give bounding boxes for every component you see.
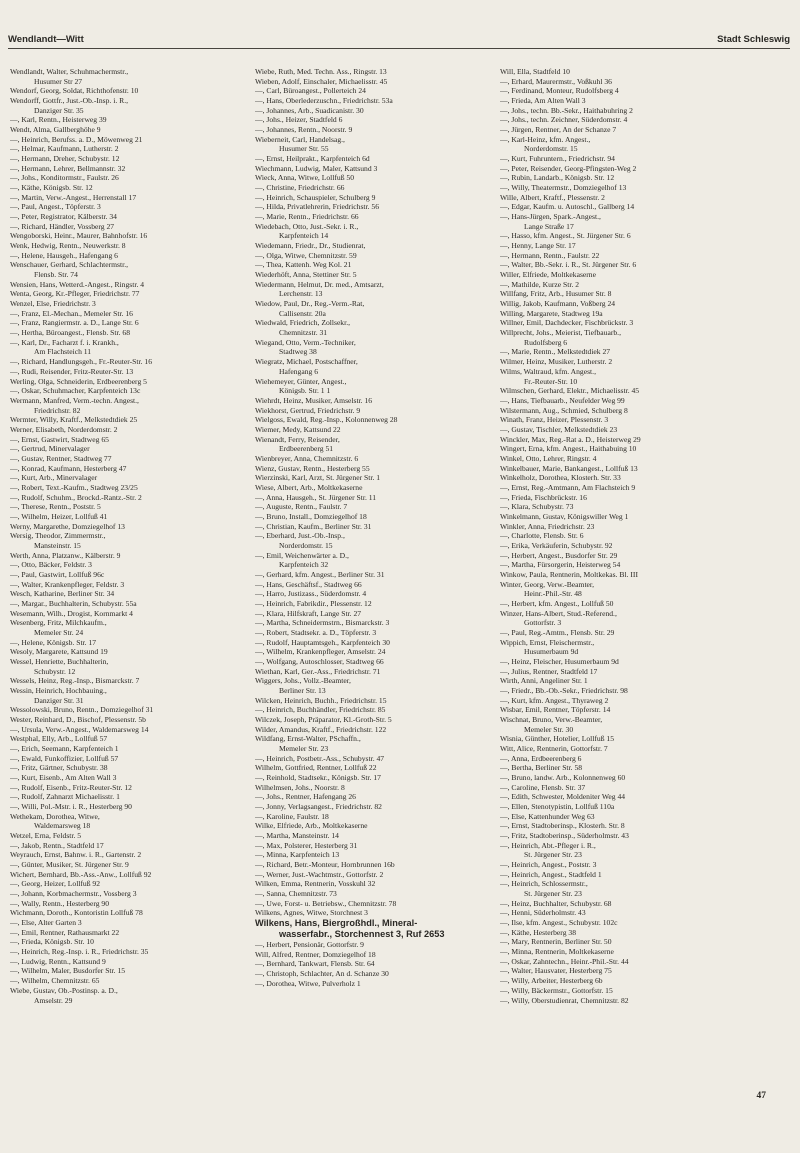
directory-entry-line: —, Ferdinand, Monteur, Rudolfsberg 4 [500, 86, 619, 96]
directory-entry-line: —, Herbert, Pensionär, Gottorfstr. 9 [255, 940, 364, 950]
directory-entry-line: Wischnat, Bruno, Verw.-Beamter, [500, 715, 603, 725]
directory-entry-line: Wilhelm, Gottfried, Rentner, Lollfuß 22 [255, 763, 377, 773]
directory-entry-line: —, Helene, Hausgeh., Hafengang 6 [10, 250, 118, 260]
directory-entry-line: —, Heinrich, Buchhändler, Friedrichstr. 85 [255, 705, 386, 715]
directory-entry-line: Wilms, Waltraud, kfm. Angest., [500, 366, 596, 376]
directory-entry-line: Wendlandt, Walter, Schuhmachermstr., [10, 67, 129, 76]
directory-entry-line: —, Karl-Heinz, kfm. Angest., [500, 134, 591, 144]
directory-entry-line: —, Reinhold, Stadtsekr., Königsb. Str. 17 [255, 773, 381, 783]
directory-entry-line: Callisenstr. 20a [279, 308, 326, 318]
directory-entry-line: Amselstr. 29 [34, 995, 73, 1005]
directory-entry-line: Wiedemann, Friedr., Dr., Studienrat, [255, 241, 366, 251]
directory-entry-line: —, Ernst, Gastwirt, Stadtweg 65 [10, 434, 109, 444]
directory-entry-line: Winzer, Hans-Albert, Stud.-Referend., [500, 608, 617, 618]
directory-entry-line: —, Klara, Schubystr. 73 [500, 502, 574, 512]
directory-entry-line: Wilmschen, Gerhard, Elektr., Michaelisstr. 45 [500, 386, 640, 396]
directory-entry-line: —, Rudolf, Schuhm., Brockd.-Rantz.-Str. 2 [10, 492, 142, 502]
directory-entry-line: Fr.-Reuter-Str. 10 [524, 376, 578, 386]
directory-entry-line: Wersig, Theodor, Zimmermstr., [10, 531, 106, 541]
directory-entry-line: Memeler Str. 24 [34, 627, 84, 637]
directory-entry-line: wasserfabr., Storchennest 3, Ruf 2653 [279, 929, 445, 940]
directory-entry-line: —, Hertha, Büroangest., Flensb. Str. 68 [10, 328, 131, 338]
directory-entry-line: —, Wilhelm, Krankenpfleger, Amselstr. 24 [255, 647, 386, 657]
directory-entry-line: Wessel, Henriette, Buchhalterin, [10, 656, 109, 666]
directory-entry-line: Wiemer, Medy, Kattsund 22 [255, 424, 341, 434]
directory-entry-line: —, Hans, Tiefbauarb., Neufelder Weg 99 [500, 395, 625, 405]
column-2 [255, 67, 499, 988]
directory-entry-line: Wenschauer, Gerhard, Schlachtermstr., [10, 260, 129, 270]
directory-entry-line: Werling, Olga, Schneiderin, Erdbeerenberg 5 [10, 376, 147, 386]
directory-entry-line: Waldemarsweg 18 [34, 821, 91, 831]
directory-entry-line: —, Erhard, Maurermstr., Voßkuhl 36 [500, 76, 612, 86]
directory-entry-line: —, Walter, Bb.-Sekr. i. R., St. Jürgener Str. 6 [500, 260, 637, 270]
directory-entry-line: —, Eberhard, Just.-Ob.-Insp., [255, 531, 345, 541]
directory-entry-line: Willing, Margarete, Stadtweg 19a [500, 308, 603, 318]
directory-entry-line: —, Ewald, Funkoffizier, Lollfuß 57 [10, 753, 119, 763]
directory-entry-line: —, Otto, Bäcker, Feldstr. 3 [10, 560, 92, 570]
directory-entry-line: —, Willy, Oberstudienrat, Chemnitzstr. 82 [500, 995, 629, 1005]
directory-entry-line: Wilhelmsen, Johs., Noorstr. 8 [255, 782, 345, 792]
directory-entry-line: Wiggers, Johs., Vollz.-Beamter, [255, 676, 351, 686]
directory-entry-line: —, Heinrich, Schlossermstr., [500, 879, 588, 889]
directory-entry-line: —, Charlotte, Flensb. Str. 6 [500, 531, 584, 541]
directory-entry-line: —, Carl, Büroangest., Pollerteich 24 [255, 86, 366, 96]
directory-entry-line: —, Rudolf, Zahnarzt Michaelisstr. 1 [10, 792, 120, 802]
directory-entry-line: Will, Alfred, Rentner, Domziegelhof 18 [255, 949, 376, 959]
directory-entry-line: —, Oskar, Schuhmacher, Karpfenteich 13c [10, 386, 141, 396]
directory-entry-line: —, Jürgen, Rentner, An der Schanze 7 [500, 125, 617, 135]
directory-entry-line: Wienandt, Ferry, Reisender, [255, 434, 340, 444]
directory-entry-line: Wilcken, Heinrich, Buchh., Friedrichstr. 15 [255, 695, 387, 705]
directory-entry-line: Wendorff, Gottfr., Just.-Ob.-Insp. i. R., [10, 96, 128, 106]
directory-entry-line: —, Ernst, Reg.-Amtmann, Am Flachsteich 9 [500, 482, 636, 492]
directory-entry-line: —, Gerhard, kfm. Angest., Berliner Str. 31 [255, 569, 385, 579]
directory-entry-line: —, Marie, Rentn., Melkstedtdiek 27 [500, 347, 611, 357]
directory-entry-line: —, Edith, Schwester, Moldeniter Weg 44 [500, 792, 626, 802]
directory-entry-line: Wichmann, Doroth., Kontoristin Lollfuß 78 [10, 908, 143, 918]
directory-entry-line: —, Hermann, Lehrer, Bellmannstr. 32 [10, 163, 126, 173]
directory-entry-line: Wilkens, Agnes, Witwe, Storchnest 3 [255, 908, 368, 918]
directory-entry-line: Wiedow, Paul, Dr., Reg.-Verm.-Rat, [255, 299, 365, 309]
directory-entry-line: Mansteinstr. 15 [34, 540, 81, 550]
directory-entry-line: Willner, Emil, Dachdecker, Fischbrückstr. 3 [500, 318, 634, 328]
directory-entry-line: Werny, Margarethe, Domziegelhof 13 [10, 521, 125, 531]
directory-entry-line: Wenk, Hedwig, Rentn., Neuwerkstr. 8 [10, 241, 126, 251]
directory-entry-line: —, Willy, Theatermstr., Domziegelhof 13 [500, 183, 627, 193]
directory-entry-line: Wessels, Heinz, Reg.-Insp., Bismarckstr. 7 [10, 676, 140, 686]
directory-entry-line: St. Jürgener Str. 23 [524, 889, 582, 899]
directory-entry-line: —, Karl, Dr., Facharzt f. i. Krankh., [10, 337, 119, 347]
directory-entry-line: Wingert, Erna, kfm. Angest., Haithabuing 10 [500, 444, 637, 454]
directory-entry-line: Hafengang 6 [279, 366, 319, 376]
directory-entry-line: —, Frieda, Königsb. Str. 10 [10, 937, 94, 947]
directory-entry-line: —, Gertrud, Minervalager [10, 444, 90, 454]
directory-entry-line: Danziger Str. 31 [34, 695, 84, 705]
directory-entry-line: —, Paul, Angest., Töpferstr. 3 [10, 202, 101, 212]
directory-entry-line: —, Walter, Hausvater, Hesterberg 75 [500, 966, 612, 976]
directory-entry-line: Wiedwald, Friedrich, Zollsekr., [255, 318, 351, 328]
directory-entry-line: —, Anna, Hausgeh., St. Jürgener Str. 11 [255, 492, 377, 502]
directory-entry-line: —, Ernst, Stadtoberinsp., Klosterh. Str. 8 [500, 821, 625, 831]
directory-entry-line: —, Kurt, Fuhruntern., Friedrichstr. 94 [500, 154, 615, 164]
directory-entry-line: Wilke, Elfriede, Arb., Moltkekaserne [255, 821, 368, 831]
directory-entry-line: —, Robert, Stadtsekr. a. D., Töpferstr. 3 [255, 627, 377, 637]
directory-entry-line: —, Marie, Rentn., Friedrichstr. 66 [255, 212, 359, 222]
directory-entry-line: —, Jonny, Verlagsangest., Friedrichstr. 82 [255, 802, 382, 812]
directory-entry-line: Winckler, Max, Reg.-Rat a. D., Heisterweg 29 [500, 434, 641, 444]
directory-entry-line: Wienz, Gustav, Rentn., Hesterberg 55 [255, 463, 370, 473]
directory-entry-line: Wille, Albert, Kraftf., Plessenstr. 2 [500, 192, 605, 202]
directory-entry-line: —, Frieda, Am Alten Wall 3 [500, 96, 586, 106]
directory-entry-line: —, Edgar, Kaufm. u. Autoschl., Gallberg 14 [500, 202, 635, 212]
directory-entry-line: —, Christine, Friedrichstr. 66 [255, 183, 345, 193]
directory-entry-line: —, Johannes, Rentn., Noorstr. 9 [255, 125, 353, 135]
directory-entry-line: —, Ludwig, Rentn., Kattsund 9 [10, 956, 106, 966]
directory-entry-line: Gottorfstr. 3 [524, 618, 562, 628]
directory-entry-line: Wiebe, Gustav, Ob.-Postinsp. a. D., [10, 985, 118, 995]
directory-entry-line: —, Hans, Oberlederzuschn., Friedrichstr. 53a [255, 96, 393, 106]
directory-entry-line: —, Bruno, landw. Arb., Kolonnenweg 60 [500, 773, 626, 783]
directory-entry-line: —, Gustav, Rentner, Stadtweg 77 [10, 453, 112, 463]
directory-entry-line: Wetzel, Erna, Feldstr. 5 [10, 831, 82, 841]
directory-entry-line: Husumer Str 27 [34, 76, 83, 86]
directory-entry-line: Wenta, Georg, Kr.-Pfleger, Friedrichstr. 77 [10, 289, 140, 299]
directory-entry-line: —, Julius, Rentner, Stadtfeld 17 [500, 666, 598, 676]
directory-entry-line: —, Max, Polsterer, Hesterberg 31 [255, 840, 358, 850]
directory-entry-line: —, Heinrich, Angest., Stadtfeld 1 [500, 869, 602, 879]
directory-entry-line: —, Margar., Buchhalterin, Schubystr. 55a [10, 598, 137, 608]
directory-entry-line: Werner, Elisabeth, Norderdomstr. 2 [10, 424, 118, 434]
directory-entry-line: Karpfenteich 14 [279, 231, 329, 241]
directory-entry-line: —, Minna, Rentnerin, Moltkekaserne [500, 947, 614, 957]
directory-entry-line: Winter, Georg, Verw.-Beamter, [500, 579, 595, 589]
directory-entry-line: Witt, Alice, Rentnerin, Gottorfstr. 7 [500, 744, 608, 754]
directory-entry-line: Berliner Str. 13 [279, 686, 326, 695]
directory-entry-line: —, Kurt, kfm. Angest., Thyraweg 2 [500, 695, 609, 705]
directory-entry-line: —, Christoph, Schlachter, An d. Schanze 30 [255, 969, 389, 979]
directory-entry-line: Wiegratz, Michael, Postschaffner, [255, 357, 358, 367]
directory-entry-line: —, Martha, Mansteinstr. 14 [255, 831, 339, 841]
directory-entry-line: —, Martin, Verw.-Angest., Herrenstall 17 [10, 192, 137, 202]
directory-entry-line: Wiederhöft, Anna, Stettiner Str. 5 [255, 270, 357, 280]
directory-entry-line: Wesemann, Wilh., Drogist, Kornmarkt 4 [10, 608, 133, 618]
directory-entry-line: —, Harro, Justizass., Süderdomstr. 4 [255, 589, 367, 599]
directory-entry-line: Memeler Str. 30 [524, 724, 574, 734]
directory-entry-line: —, Johannes, Arb., Suadicanistr. 30 [255, 105, 364, 115]
directory-entry-line: —, Johann, Korbmachermstr., Vossberg 3 [10, 889, 137, 899]
directory-entry-line: —, Herbert, Angest., Busdorfer Str. 29 [500, 550, 618, 560]
directory-entry-line: —, Hans, Geschäftsf., Stadtweg 66 [255, 579, 362, 589]
directory-entry-line: —, Fritz, Stadtoberinsp., Süderholmstr. 43 [500, 831, 629, 841]
directory-entry-line: —, Frieda, Fischbrückstr. 16 [500, 492, 587, 502]
directory-entry-line: —, Heinrich, Berufss. a. D., Möwenweg 21 [10, 134, 143, 144]
directory-entry-line: Wiese, Albert, Arb., Moltkekaserne [255, 482, 363, 492]
directory-entry-line: —, Bertha, Berliner Str. 58 [500, 763, 583, 773]
directory-entry-line: —, Heinrich, Abt.-Pfleger i. R., [500, 840, 596, 850]
directory-entry-line: Wieben, Adolf, Einschaler, Michaelisstr. 45 [255, 76, 388, 86]
directory-entry-line: Lange Straße 17 [524, 221, 574, 231]
directory-entry-line: Winath, Franz, Heizer, Plessenstr. 3 [500, 415, 609, 425]
directory-entry-line: —, Minna, Karpfenteich 13 [255, 850, 340, 860]
directory-entry-line: —, Rudolf, Hauptamtsgeh., Karpfenteich 30 [255, 637, 390, 647]
directory-entry-line: Wilstermann, Aug., Schmied, Schulberg 8 [500, 405, 628, 415]
directory-entry-line: —, Käthe, Königsb. Str. 12 [10, 183, 93, 193]
directory-entry-line: Wielgoss, Ewald, Reg.-Insp., Kolonnenweg 28 [255, 415, 398, 425]
directory-entry-line: Will, Ella, Stadtfeld 10 [500, 67, 570, 76]
directory-entry-line: Königsb. Str. 1 1 [279, 386, 331, 396]
directory-entry-line: —, Heinrich, Postbetr.-Ass., Schubystr. 47 [255, 753, 385, 763]
directory-entry-line: —, Werner, Just.-Wachtmstr., Gottorfstr. 2 [255, 869, 384, 879]
directory-entry-line: —, Thea, Kattenh. Weg Kol. 21 [255, 260, 352, 270]
directory-entry-line: Norderdomstr. 15 [279, 540, 333, 550]
directory-entry-line: Wiehrdt, Heinz, Musiker, Amselstr. 16 [255, 395, 373, 405]
directory-entry-line: —, Emil, Rentner, Rathausmarkt 22 [10, 927, 120, 937]
directory-entry-line: —, Johs., Konditormstr., Faulstr. 26 [10, 173, 119, 183]
directory-entry-line: —, Emil, Weichenwärter a. D., [255, 550, 349, 560]
directory-entry-line: —, Fritz, Gärtner, Schubystr. 38 [10, 763, 108, 773]
directory-entry-line: Erdbeerenberg 51 [279, 444, 334, 454]
directory-entry-line: Wiedebach, Otto, Just.-Sekr. i. R., [255, 221, 359, 231]
directory-entry-line: Wendorf, Georg, Soldat, Richthofenstr. 10 [10, 86, 139, 96]
directory-entry-line: Wierzinski, Karl, Arzt, St. Jürgener Str. 1 [255, 473, 381, 483]
directory-entry-line: —, Ursula, Verw.-Angest., Waldemarsweg 14 [10, 724, 149, 734]
directory-entry-line: Winkow, Paula, Rentnerin, Moltkekas. Bl. III [500, 569, 638, 579]
directory-entry-line: —, Konrad, Kaufmann, Hesterberg 47 [10, 463, 127, 473]
directory-entry-line: —, Günter, Musiker, St. Jürgener Str. 9 [10, 860, 129, 870]
directory-entry-line: Winkelholz, Dorothea, Klosterh. Str. 33 [500, 473, 621, 483]
directory-entry-line: —, Johs., techn. Bb.-Sekr., Haithabuhring 2 [500, 105, 633, 115]
directory-entry-line: —, Bruno, Install., Domziegelhof 18 [255, 511, 367, 521]
directory-entry-line: Stadtweg 38 [279, 347, 317, 357]
directory-entry-line: —, Erich, Seemann, Karpfenteich 1 [10, 744, 119, 754]
directory-entry-line: Friedrichstr. 82 [34, 405, 81, 415]
directory-entry-line: Wilmer, Heinz, Musiker, Lutherstr. 2 [500, 357, 613, 367]
column-3 [500, 67, 792, 1005]
directory-entry-line: Wiekhorst, Gertrud, Friedrichstr. 9 [255, 405, 361, 415]
directory-entry-line: Flensb. Str. 74 [34, 270, 78, 280]
directory-entry-line: —, Heinrich, Angest., Poststr. 3 [500, 860, 597, 870]
directory-entry-line: —, Paul, Reg.-Amtm., Flensb. Str. 29 [500, 627, 615, 637]
directory-entry-line: Wessin, Heinrich, Hochbauing., [10, 686, 107, 695]
directory-entry-line: Wendt, Alma, Gallberghöhe 9 [10, 125, 101, 135]
directory-entry-line: Wienbreyer, Anna, Chemnitzstr. 6 [255, 453, 359, 463]
directory-entry-line: —, Heinz, Fleischer, Husumerbaum 9d [500, 656, 619, 666]
directory-entry-line: —, Else, Alter Garten 3 [10, 918, 82, 928]
directory-entry-line: —, Georg, Heizer, Lollfuß 92 [10, 879, 101, 889]
directory-entry-line: —, Heinrich, Reg.-Insp. i. R., Friedrichstr. 35 [10, 947, 149, 957]
directory-entry-line: Wesoly, Margarete, Kattsund 19 [10, 647, 108, 657]
directory-entry-line: —, Karoline, Faulstr. 18 [255, 811, 329, 821]
directory-entry-line: —, Richard, Händler, Vossberg 27 [10, 221, 115, 231]
directory-entry-line: —, Dorothea, Witwe, Pulverholz 1 [255, 978, 361, 988]
directory-entry-line: Willig, Jakob, Kaufmann, Voßberg 24 [500, 299, 616, 309]
directory-entry-line: —, Martha, Fürsorgerin, Heisterweg 54 [500, 560, 621, 570]
directory-entry-line: —, Heinrich, Schauspieler, Schulberg 9 [255, 192, 376, 202]
directory-entry-line: —, Caroline, Flensb. Str. 37 [500, 782, 586, 792]
directory-entry-line: Wiehemeyer, Günter, Angest., [255, 376, 347, 386]
directory-entry-line: Wethekam, Dorothea, Witwe, [10, 811, 100, 821]
directory-entry-line: Wilczek, Joseph, Präparator, Kl.-Groth-Str. 5 [255, 715, 392, 725]
directory-entry-line: Danziger Str. 35 [34, 105, 84, 115]
directory-entry-line: —, Christian, Kaufm., Berliner Str. 31 [255, 521, 372, 531]
directory-entry-line: Wirth, Anni, Angeliner Str. 1 [500, 676, 588, 686]
running-head-city: Stadt Schleswig [717, 34, 790, 45]
directory-entry-line: —, Rubin, Landarb., Königsb. Str. 12 [500, 173, 615, 183]
directory-entry-line: Wippich, Ernst, Fleischermstr., [500, 637, 595, 647]
directory-entry-line: Am Flachsteich 11 [34, 347, 92, 357]
directory-entry-line: —, Gustav, Tischler, Melkstedtdiek 23 [500, 424, 618, 434]
directory-entry-line: —, Walter, Krankenpfleger, Feldstr. 3 [10, 579, 125, 589]
directory-entry-line: Karpfenteich 32 [279, 560, 329, 570]
directory-entry-line: Winkler, Anna, Friedrichstr. 23 [500, 521, 595, 531]
directory-entry-line: Werth, Anna, Platzanw., Kälberstr. 9 [10, 550, 121, 560]
directory-entry-line: Memeler Str. 23 [279, 744, 329, 754]
directory-entry-line: Winkelmann, Gustav, Königswiller Weg 1 [500, 511, 629, 521]
directory-entry-line: Wesch, Katharine, Berliner Str. 34 [10, 589, 115, 599]
directory-entry-line: Husumerbaum 9d [524, 647, 579, 657]
directory-entry-line: —, Therese, Rentn., Poststr. 5 [10, 502, 101, 512]
page-number: 47 [756, 1091, 766, 1101]
directory-entry-line: —, Oskar, Zahntechn., Heinr.-Phil.-Str. 44 [500, 956, 629, 966]
directory-entry-line: —, Wilhelm, Heizer, Lollfuß 41 [10, 511, 108, 521]
directory-entry-line: —, Johs., Rentner, Hafengang 26 [255, 792, 356, 802]
directory-entry-line: Wesenberg, Fritz, Milchkaufm., [10, 618, 107, 628]
directory-entry-line: Wiethan, Karl, Ger.-Ass., Friedrichstr. 71 [255, 666, 381, 676]
directory-entry-line: Wilkens, Hans, Biergroßhdl., Mineral- [255, 918, 418, 929]
directory-entry-line: —, Willi, Pol.-Mstr. i. R., Hesterberg 90 [10, 802, 132, 812]
directory-entry-line: Winkel, Otto, Lehrer, Ringstr. 4 [500, 453, 597, 463]
directory-entry-line: —, Anna, Erdbeerenberg 6 [500, 753, 582, 763]
directory-entry-line: —, Hasso, kfm. Angest., St. Jürgener Str. 6 [500, 231, 631, 241]
directory-entry-line: —, Johs., techn. Zeichner, Süderdomstr. 4 [500, 115, 628, 125]
directory-entry-line: Winkelbauer, Marie, Bankangest., Lollfuß 13 [500, 463, 638, 473]
directory-entry-line: —, Auguste, Rentn., Faulstr. 7 [255, 502, 348, 512]
directory-entry-line: —, Jakob, Rentn., Stadtfeld 17 [10, 840, 104, 850]
directory-entry-line: Chemnitzstr. 31 [279, 328, 328, 338]
directory-entry-line: —, Hans-Jürgen, Spark.-Angest., [500, 212, 601, 222]
directory-entry-line: —, Else, Kattenhunder Weg 63 [500, 811, 595, 821]
directory-entry-line: Wisnia, Günther, Hotelier, Lollfuß 15 [500, 734, 615, 744]
directory-entry-line: —, Uwe, Forst- u. Betriebsw., Chemnitzstr. 78 [255, 898, 397, 908]
directory-entry-line: —, Peter, Reisender, Georg-Pfingsten-Weg 2 [500, 163, 637, 173]
directory-entry-line: —, Olga, Witwe, Chemnitzstr. 59 [255, 250, 357, 260]
directory-entry-line: —, Wally, Rentn., Hesterberg 90 [10, 898, 110, 908]
directory-entry-line: Husumer Str. 55 [279, 144, 329, 154]
directory-entry-line: Wessolowski, Bruno, Rentn., Domziegelhof 31 [10, 705, 154, 715]
directory-entry-line: —, Friedr., Bb.-Ob.-Sekr., Friedrichstr. 98 [500, 686, 628, 695]
directory-entry-line: Willer, Elfriede, Moltkekaserne [500, 270, 596, 280]
directory-entry-line: —, Karl, Rentn., Heisterweg 39 [10, 115, 107, 125]
directory-entry-line: —, Henny, Lange Str. 17 [500, 241, 576, 251]
directory-entry-line: —, Rudi, Reisender, Fritz-Reuter-Str. 13 [10, 366, 134, 376]
directory-entry-line: Wensien, Hans, Wetterd.-Angest., Ringstr. 4 [10, 279, 145, 289]
directory-entry-line: —, Peter, Registrator, Kälberstr. 34 [10, 212, 117, 222]
directory-entry-line: —, Sanna, Chemnitzstr. 73 [255, 889, 337, 899]
directory-entry-line: Wilken, Emma, Rentnerin, Vosskuhl 32 [255, 879, 376, 889]
column-1 [10, 67, 254, 1005]
directory-entry-line: St. Jürgener Str. 23 [524, 850, 582, 860]
directory-entry-line: Heinr.-Phil.-Str. 48 [524, 589, 582, 599]
directory-entry-line: —, Mary, Rentnerin, Berliner Str. 50 [500, 937, 612, 947]
running-head-range: Wendlandt—Witt [8, 34, 84, 45]
directory-entry-line: Wiebe, Ruth, Med. Techn. Ass., Ringstr. 13 [255, 67, 387, 76]
directory-entry-line: Schubystr. 12 [34, 666, 76, 676]
directory-entry-line: Wichert, Bernhard, Bb.-Ass.-Anw., Lollfuß 92 [10, 869, 152, 879]
directory-entry-line: —, Paul, Gastwirt, Lollfuß 96c [10, 569, 105, 579]
directory-entry-line: —, Richard, Betr.-Monteur, Hornbrunnen 16b [255, 860, 395, 870]
directory-entry-line: —, Helene, Königsb. Str. 17 [10, 637, 97, 647]
directory-entry-line: —, Heinrich, Fabrikdir., Plessenstr. 12 [255, 598, 372, 608]
directory-entry-line: —, Wolfgang, Autoschlosser, Stadtweg 66 [255, 656, 384, 666]
directory-entry-line: Wieberneit, Carl, Handelsag., [255, 134, 345, 144]
directory-entry-line: Westphal, Elly, Arb., Lollfuß 57 [10, 734, 108, 744]
directory-entry-line: —, Mathilde, Kurze Str. 2 [500, 279, 580, 289]
directory-entry-line: Norderdomstr. 15 [524, 144, 578, 154]
directory-entry-line: Wildfang, Ernst-Walter, PSchaffn., [255, 734, 361, 744]
directory-entry-line: —, Hilda, Privatlehrerin, Friedrichstr. 56 [255, 202, 380, 212]
directory-entry-line: —, Bernhard, Tankwart, Flensb. Str. 64 [255, 959, 375, 969]
directory-entry-line: Wenzel, Else, Friedrichstr. 3 [10, 299, 96, 309]
directory-entry-line: Willprecht, Johs., Meierist, Tiefbauarb., [500, 328, 621, 338]
directory-entry-line: —, Wilhelm, Maler, Busdorfer Str. 15 [10, 966, 126, 976]
directory-entry-line: —, Robert, Text.-Kaufm., Stadtweg 23/25 [10, 482, 138, 492]
directory-entry-line: —, Ernst, Heilprakt., Karpfenteich 6d [255, 154, 370, 164]
directory-entry-line: Wiechmann, Ludwig, Maler, Kattsund 3 [255, 163, 378, 173]
directory-entry-line: —, Franz, El.-Mechan., Memeler Str. 16 [10, 308, 133, 318]
directory-entry-line: —, Kurt, Eisenb., Am Alten Wall 3 [10, 773, 117, 783]
directory-entry-line: Wermter, Willy, Kraftf., Melkstedtdiek 25 [10, 415, 138, 425]
directory-entry-line: Wisbar, Emil, Rentner, Töpferstr. 14 [500, 705, 611, 715]
directory-entry-line: —, Martha, Schneidermstrn., Bismarckstr. 3 [255, 618, 390, 628]
directory-entry-line: —, Hermann, Dreher, Schubystr. 12 [10, 154, 120, 164]
directory-entry-line: —, Wilhelm, Chemnitzstr. 65 [10, 976, 100, 986]
directory-entry-line: —, Henni, Süderholmstr. 43 [500, 908, 586, 918]
directory-entry-line: —, Heinz, Buchhalter, Schubystr. 68 [500, 898, 612, 908]
directory-entry-line: Wiedermann, Helmut, Dr. med., Amtsarzt, [255, 279, 384, 289]
directory-entry-line: —, Erika, Verkäuferin, Schubystr. 92 [500, 540, 613, 550]
directory-entry-line: Weyrauch, Ernst, Bahnw. i. R., Gartenstr. 2 [10, 850, 142, 860]
directory-entry-line: Wilder, Amandus, Kraftf., Friedrichstr. 122 [255, 724, 387, 734]
directory-entry-line: Wermann, Manfred, Verm.-techn. Angest., [10, 395, 139, 405]
directory-entry-line: —, Ellen, Stenotypistin, Lollfuß 110a [500, 802, 615, 812]
directory-entry-line: —, Franz, Rangiermstr. a. D., Lange Str. 6 [10, 318, 139, 328]
directory-entry-line: Rudolfsberg 6 [524, 337, 568, 347]
directory-entry-line: Wester, Reinhard, D., Bischof, Plessenstr. 5b [10, 715, 146, 725]
directory-entry-line: Wiegand, Otto, Verm.-Techniker, [255, 337, 356, 347]
directory-entry-line: —, Ilse, kfm. Angest., Schubystr. 102c [500, 918, 618, 928]
directory-entry-line: —, Helmar, Kaufmann, Lutherstr. 2 [10, 144, 119, 154]
directory-entry-line: —, Herbert, kfm. Angest., Lollfuß 50 [500, 598, 614, 608]
directory-entry-line: Lerchenstr. 13 [279, 289, 323, 299]
header-rule [8, 48, 790, 49]
directory-entry-line: —, Willy, Bäckermstr., Gottorfstr. 15 [500, 985, 613, 995]
directory-entry-line: —, Johs., Heizer, Stadtfeld 6 [255, 115, 343, 125]
directory-entry-line: —, Willy, Arbeiter, Hesterberg 6b [500, 976, 603, 986]
directory-entry-line: Wieck, Anna, Witwe, Lollfuß 50 [255, 173, 354, 183]
directory-entry-line: —, Klara, Hilfskraft, Lange Str. 27 [255, 608, 362, 618]
directory-entry-line: Wengoborski, Heinr., Maurer, Bahnhofstr. 16 [10, 231, 148, 241]
directory-entry-line: —, Hermann, Rentn., Faulstr. 22 [500, 250, 600, 260]
directory-entry-line: —, Richard, Handlungsgeh., Fr.-Reuter-Str. 16 [10, 357, 153, 367]
directory-entry-line: —, Käthe, Hesterberg 38 [500, 927, 576, 937]
directory-entry-line: —, Kurt, Arb., Minervalager [10, 473, 98, 483]
directory-entry-line: Willfang, Fritz, Arb., Husumer Str. 8 [500, 289, 612, 299]
directory-entry-line: —, Rudolf, Eisenb., Fritz-Reuter-Str. 12 [10, 782, 132, 792]
